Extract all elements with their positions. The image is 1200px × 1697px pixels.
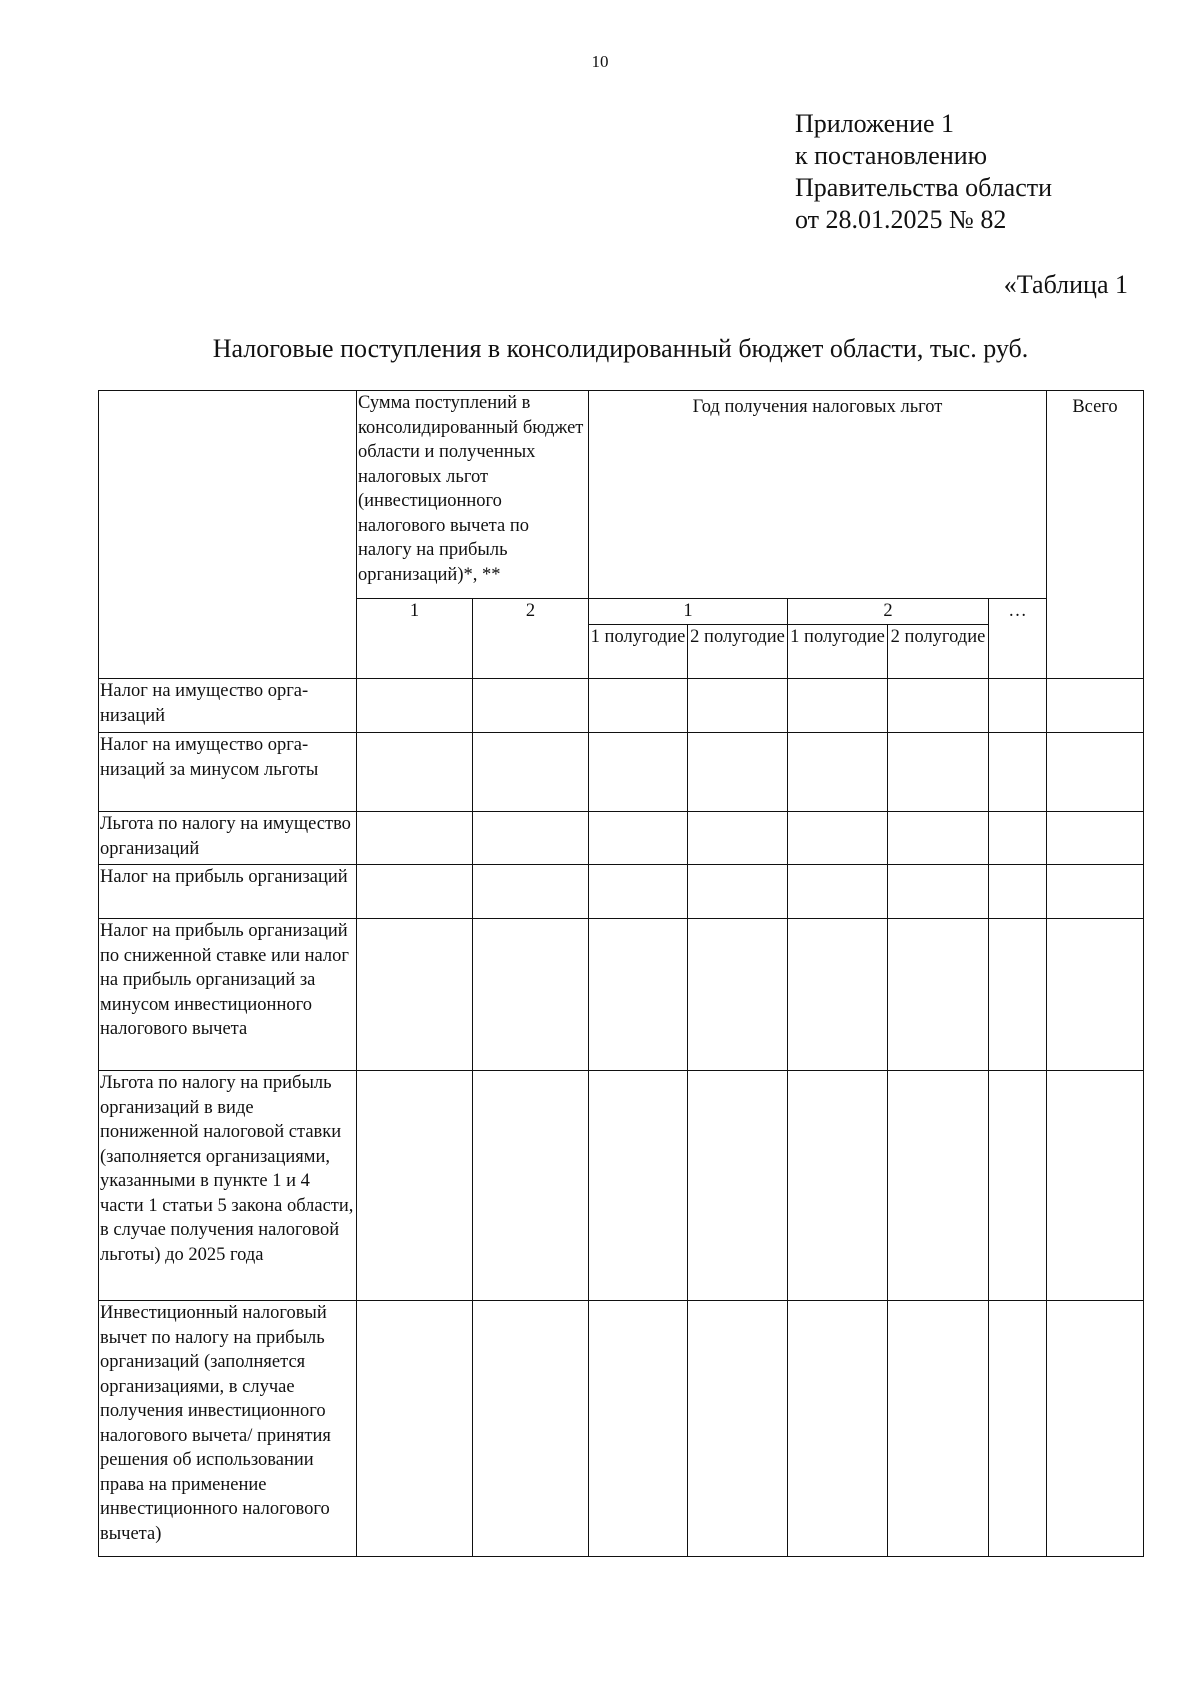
header-year-label: Год получения налоговых льгот [692,397,943,417]
table-row [99,679,1144,733]
empty-cell [888,733,989,812]
appendix-line-4: от 28.01.2025 № 82 [795,205,1007,234]
header-empty-cell [99,391,357,679]
empty-cell [357,865,473,919]
row-label: Налог на имущество организаций [99,679,357,733]
empty-cell [989,679,1047,733]
empty-cell [589,919,688,1071]
empty-cell [688,812,788,865]
empty-cell [788,733,888,812]
empty-cell [888,679,989,733]
empty-cell [688,1301,788,1557]
subheader-year1-half2: 2 полугодие [688,625,788,679]
row-label: Налог на прибыль организаций [99,865,357,919]
row-label: Льгота по налогу на имущество организаций [99,812,357,865]
empty-cell [473,919,589,1071]
empty-cell [989,1301,1047,1557]
header-sum-label: Сумма поступлений в консолидированный бюджет области и полученных налоговых льгот (инвестиционного налогового вычета по налогу на прибыль организаций)*, ** [358,393,584,585]
table-row [99,733,1144,812]
subheader-col-2: 2 [473,599,589,679]
empty-cell [989,919,1047,1071]
row-label: Инвестиционный налоговый вычет по налогу на прибыль организаций (заполняется организациями, в случае получения инвестиционного налогового вычета/ принятия решения об использовании права на применение инвестиционного налогового вычета) [99,1301,357,1557]
table-row [99,1301,1144,1557]
subheader-col-1: 1 [357,599,473,679]
empty-cell [473,1071,589,1301]
empty-cell [589,812,688,865]
empty-cell [688,679,788,733]
row-label: Налог на имущество организаций за минусом льготы [99,733,357,812]
document-title: Налоговые поступления в консолидированный бюджет области, тыс. руб. [212,334,1029,363]
appendix-line-3: Правительства области [795,173,1053,202]
empty-cell [357,1301,473,1557]
empty-cell [688,919,788,1071]
empty-cell [357,919,473,1071]
empty-cell [788,1301,888,1557]
empty-cell [357,812,473,865]
empty-cell [788,865,888,919]
subheader-year-1: 1 [589,599,788,625]
empty-cell [788,1071,888,1301]
empty-cell [888,919,989,1071]
row-label: Льгота по налогу на прибыль организаций в виде пониженной налоговой ставки (заполняется организациями, указанными в пункте 1 и 4 части 1 статьи 5 закона области, в случае получения налоговой льготы) до 2025 года [99,1071,357,1301]
row-label: Налог на прибыль организаций по сниженной ставке или налог на прибыль организаций за минусом инвестиционного налогового вычета [99,919,357,1071]
empty-cell [1047,865,1144,919]
empty-cell [473,812,589,865]
empty-cell [788,919,888,1071]
subheader-year2-half1: 1 полугодие [788,625,888,679]
header-total-label: Всего [1072,397,1118,417]
empty-cell [989,865,1047,919]
table-row [99,812,1144,865]
appendix-block [795,108,1052,236]
empty-cell [788,812,888,865]
empty-cell [589,679,688,733]
table-label: «Таблица 1 [1003,270,1128,299]
empty-cell [1047,733,1144,812]
table-row [99,1071,1144,1301]
appendix-line-1: Приложение 1 [795,109,955,138]
empty-cell [888,1071,989,1301]
empty-cell [589,1071,688,1301]
empty-cell [357,733,473,812]
empty-cell [888,1301,989,1557]
empty-cell [1047,679,1144,733]
header-total-cell [1047,391,1144,679]
empty-cell [989,1071,1047,1301]
page-number: 10 [591,52,609,71]
empty-cell [888,865,989,919]
empty-cell [1047,812,1144,865]
empty-cell [473,1301,589,1557]
empty-cell [473,733,589,812]
empty-cell [989,733,1047,812]
empty-cell [589,865,688,919]
empty-cell [473,865,589,919]
empty-cell [888,812,989,865]
header-year-cell [589,391,1047,599]
empty-cell [1047,919,1144,1071]
subheader-ellipsis: … [989,599,1047,679]
subheader-year1-half1: 1 полугодие [589,625,688,679]
empty-cell [473,679,589,733]
empty-cell [788,679,888,733]
table-row [99,919,1144,1071]
appendix-line-2: к постановлению [795,141,988,170]
empty-cell [589,733,688,812]
empty-cell [688,733,788,812]
empty-cell [1047,1301,1144,1557]
tax-revenue-table [98,390,1144,1557]
empty-cell [589,1301,688,1557]
header-sum-cell [357,391,589,599]
empty-cell [357,1071,473,1301]
empty-cell [688,1071,788,1301]
empty-cell [688,865,788,919]
empty-cell [989,812,1047,865]
subheader-year-2: 2 [788,599,989,625]
empty-cell [1047,1071,1144,1301]
subheader-year2-half2: 2 полугодие [888,625,989,679]
empty-cell [357,679,473,733]
table-row [99,865,1144,919]
